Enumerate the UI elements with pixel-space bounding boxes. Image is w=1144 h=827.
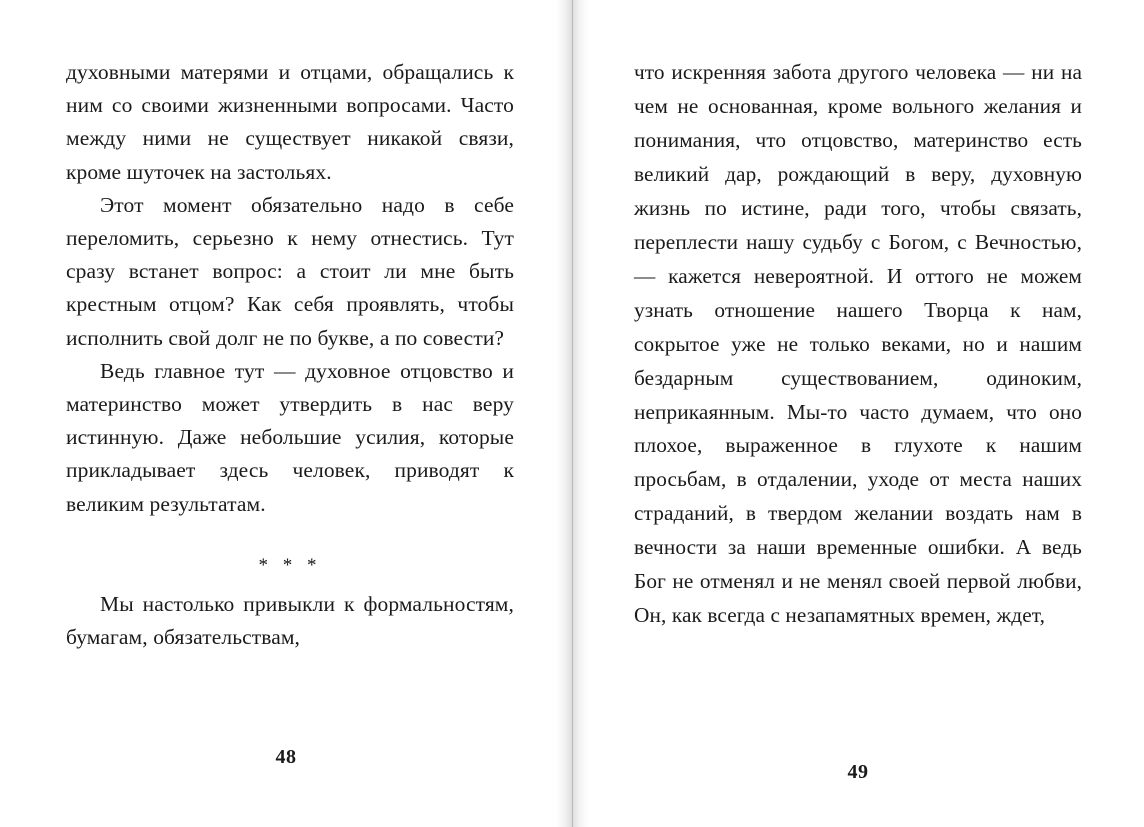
paragraph: Ведь главное тут — духовное отцовство и материнство может утвердить в нас веру истинную. Даже небольшие усилия, которые прикладывает здесь человек, приводят к великим результатам.: [66, 358, 514, 516]
right-page: [572, 0, 1144, 827]
page-number: 48: [275, 746, 297, 768]
paragraph: Этот момент обязательно надо в себе переломить, серьезно к нему отнестись. Тут сразу встанет вопрос: а стоит ли мне быть крестным отцом? Как себя проявлять, чтобы исполнить свой долг не по букве, а по совести?: [66, 192, 514, 350]
paragraph: Мы настолько привыкли к формальностям, бумагам, обязательствам,: [66, 592, 514, 650]
paragraph: духовными матерями и отцами, обращались к ним со своими жизненными вопросами. Часто между ними не существует никакой связи, кроме шуточек на застольях.: [66, 60, 514, 184]
paragraph: что искренняя забота другого человека — ни на чем не основанная, кроме вольного желания и понимания, что отцовство, материнство есть великий дар, рождающий в веру, духовную жизнь по истине, ради того, чтобы связать, переплести нашу судьбу с Богом, с Вечностью, — кажется невероятной. И оттого не можем узнать отношение нашего Творца к нам, сокрытое уже не только веками, но и нашим бездарным существованием, одиноким, неприкаянным. Мы-то часто думаем, что оно плохое, выраженное в глухоте к нашим просьбам, в отдалении, уходе от места наших страданий, в твердом желании воздать нам в вечности за наши временные ошибки. А ведь Бог не отменял и не менял своей первой любви, Он, как всегда с незапамятных времен, ждет,: [634, 60, 1082, 628]
section-divider: * * *: [258, 554, 322, 576]
right-page-text-block: [634, 56, 1082, 633]
left-page-text-block: [66, 56, 514, 655]
page-number: 49: [847, 761, 869, 783]
